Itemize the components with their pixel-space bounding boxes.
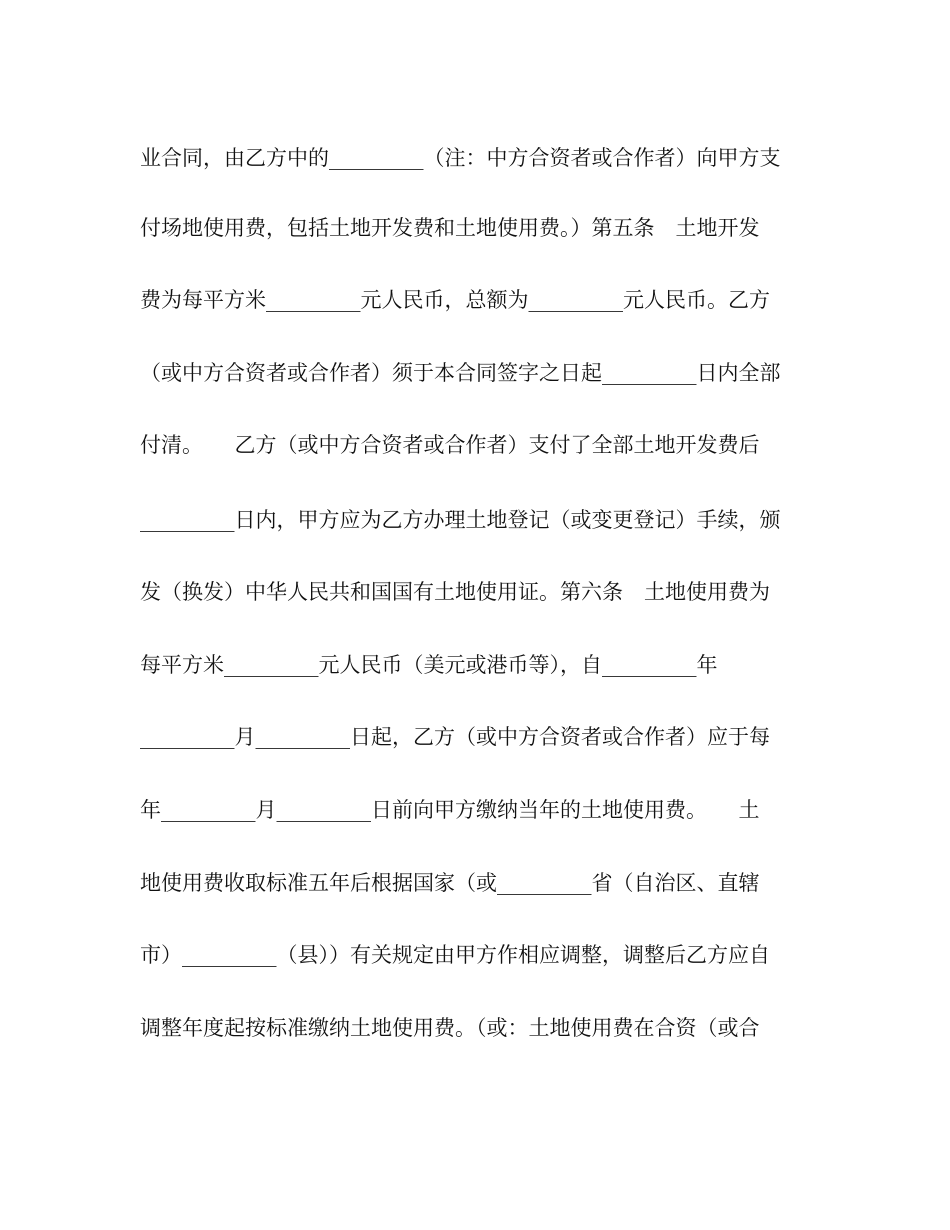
text-line: 调整年度起按标准缴纳土地使用费。（或：土地使用费在合资（或合 <box>140 1016 760 1040</box>
text-line: _________月_________日起，乙方（或中方合资者或合作者）应于每 <box>140 725 770 749</box>
text-line: 地使用费收取标准五年后根据国家（或_________省（自治区、直辖 <box>140 871 760 895</box>
text-line: 发（换发）中华人民共和国国有土地使用证。第六条 土地使用费为 <box>140 580 770 604</box>
text-line: 业合同，由乙方中的_________（注：中方合资者或合作者）向甲方支 <box>140 146 781 170</box>
text-line: （或中方合资者或合作者）须于本合同签字之日起_________日内全部 <box>140 361 781 385</box>
text-line: 每平方米_________元人民币（美元或港币等），自_________年 <box>140 653 718 677</box>
text-line: 付清。 乙方（或中方合资者或合作者）支付了全部土地开发费后 <box>140 433 760 457</box>
text-line: 费为每平方米_________元人民币，总额为_________元人民币。乙方 <box>140 288 770 312</box>
text-line: 年_________月_________日前向甲方缴纳当年的土地使用费。 土 <box>140 798 760 822</box>
text-line: 付场地使用费，包括土地开发费和土地使用费。）第五条 土地开发 <box>140 216 760 240</box>
text-line: 市）_________（县））有关规定由甲方作相应调整，调整后乙方应自 <box>140 943 770 967</box>
text-line: _________日内，甲方应为乙方办理土地登记（或变更登记）手续，颁 <box>140 508 781 532</box>
